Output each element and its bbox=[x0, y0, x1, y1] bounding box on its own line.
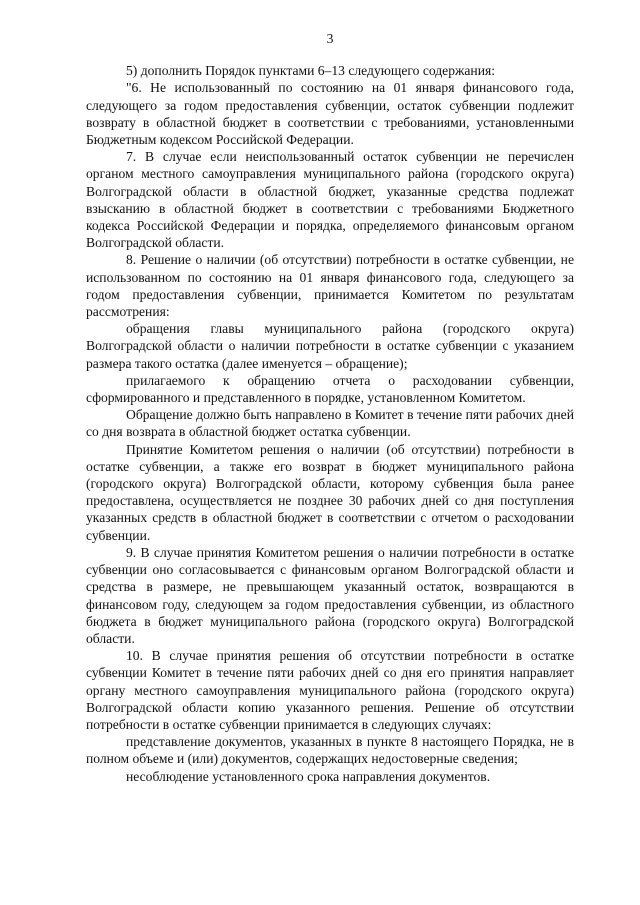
paragraph-appeal-deadline: Обращение должно быть направлено в Комитет в течение пяти рабочих дней со дня возврата в областной бюджет остатка субвенции. bbox=[86, 407, 574, 440]
paragraph-item-6: "6. Не использованный по состоянию на 01 января финансового года, следующего за годом предоставления субвенции, остаток субвенции подлежит возврату в областной бюджет в соответствии с требованиями, установленными Бюджетным кодексом Российской Федерации. bbox=[86, 80, 574, 148]
paragraph-decision-deadline: Принятие Комитетом решения о наличии (об отсутствии) потребности в остатке субвенции, а также его возврат в бюджет муниципального района (городского округа) Волгоградской области, которому субвенция была ранее предоставлена, осуществляется не позднее 30 рабочих дней со дня поступления указанных средств в областной бюджет в соответствии с отчетом о расходовании субвенции. bbox=[86, 441, 574, 543]
paragraph-missed-deadline: несоблюдение установленного срока направления документов. bbox=[126, 768, 491, 784]
paragraph-incomplete-documents: представление документов, указанных в пункте 8 настоящего Порядка, не в полном объеме и (или) документов, содержащих недостоверные сведения; bbox=[86, 734, 574, 767]
paragraph-amendment-intro: 5) дополнить Порядок пунктами 6–13 следующего содержания: bbox=[126, 63, 496, 79]
paragraph-item-10: 10. В случае принятия решения об отсутствии потребности в остатке субвенции Комитет в течение пяти рабочих дней со дня его принятия направляет органу местного самоуправления муниципального района (городского округа) Волгоградской области копию указанного решения. Решение об отсутствии потребности в остатке субвенции принимается в следующих случаях: bbox=[86, 648, 574, 732]
paragraph-item-8-appeal: обращения главы муниципального района (городского округа) Волгоградской области о наличии потребности в остатке субвенции с указанием размера такого остатка (далее именуется – обращение); bbox=[86, 321, 574, 371]
paragraph-item-8: 8. Решение о наличии (об отсутствии) потребности в остатке субвенции, не использованном по состоянию на 01 января финансового года, следующего за годом предоставления субвенции, принимается Комитетом по результатам рассмотрения: bbox=[86, 252, 574, 320]
page-number: 3 bbox=[326, 31, 334, 46]
paragraph-item-8-report: прилагаемого к обращению отчета о расходовании субвенции, сформированного и представленного в порядке, установленном Комитетом. bbox=[86, 372, 574, 406]
paragraph-item-7: 7. В случае если неиспользованный остаток субвенции не перечислен органом местного самоуправления муниципального района (городского округа) Волгоградской области в областной бюджет, указанные средства подлежат взысканию в областной бюджет в соответствии с требованиями Бюджетного кодекса Российской Федерации и порядка, определяемого финансовым органом Волгоградской области. bbox=[86, 149, 574, 251]
paragraph-item-9: 9. В случае принятия Комитетом решения о наличии потребности в остатке субвенции оно согласовывается с финансовым органом Волгоградской области и средства в размере, не превышающем указанный остаток, возвращаются в финансовом году, следующем за годом предоставления субвенции, из областного бюджета в бюджет муниципального района (городского округа) Волгоградской области. bbox=[86, 544, 574, 646]
